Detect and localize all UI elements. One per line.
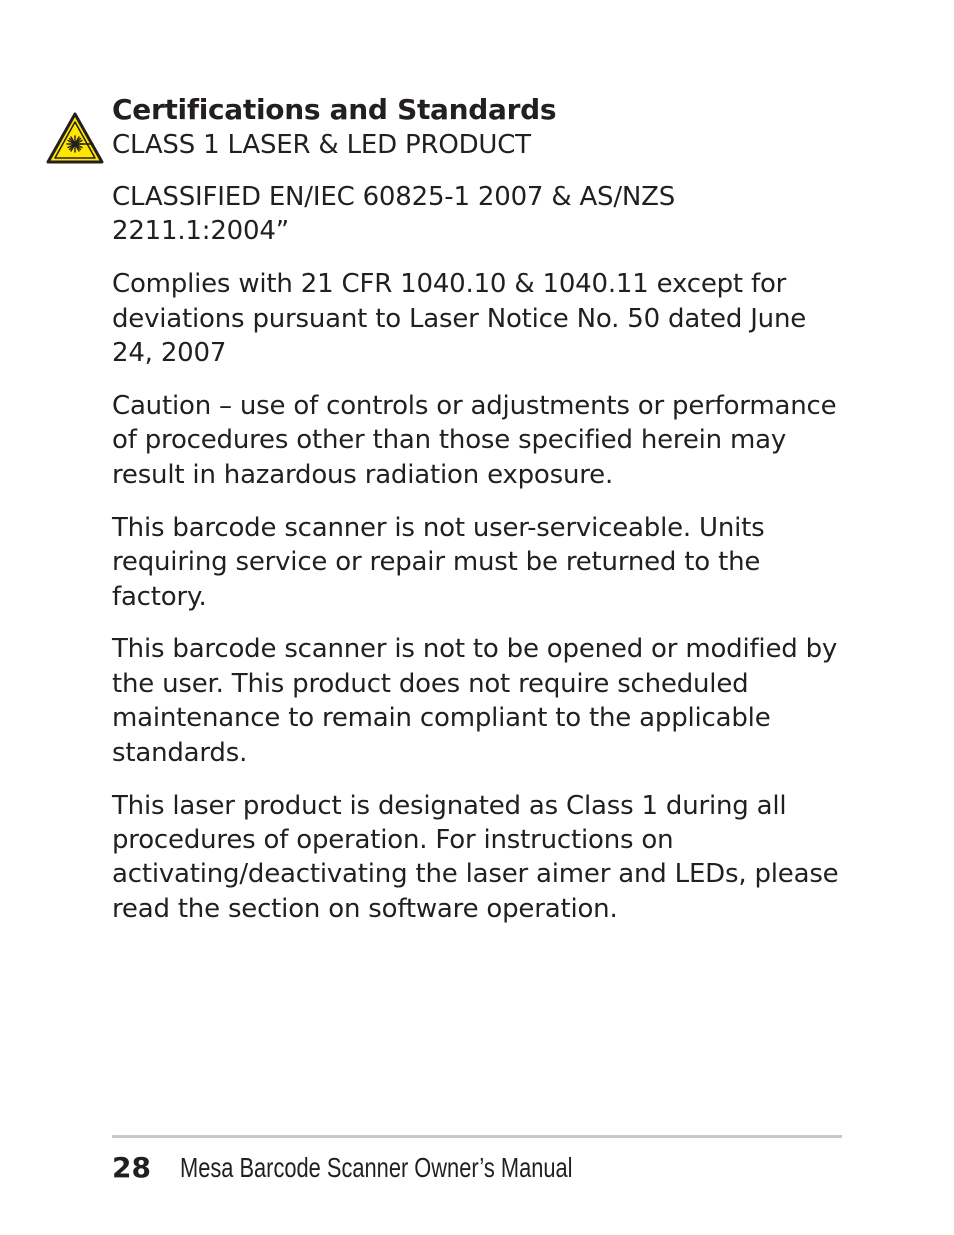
footer-divider — [112, 1135, 842, 1138]
paragraph-compliance: Complies with 21 CFR 1040.10 & 1040.11 except for deviations pursuant to Laser Notice No. 50 dated June 24, 2007 — [112, 269, 807, 369]
laser-warning-icon — [46, 112, 104, 164]
paragraph-caution: Caution – use of controls or adjustments or performance of procedures other than those specified herein may result in hazardous radiation exposure. — [112, 391, 837, 490]
page-number: 28 — [112, 1151, 151, 1184]
paragraph-laser-class: This laser product is designated as Class 1 during all procedures of operation. For instructions on activating/deactivating the laser aimer and LEDs, please read the section on software operation. — [112, 790, 839, 924]
paragraph-classification: CLASSIFIED EN/IEC 60825-1 2007 & AS/NZS 2211.1:2004” — [112, 182, 676, 247]
manual-title: Mesa Barcode Scanner Owner’s Manual — [180, 1152, 573, 1183]
section-subtitle: CLASS 1 LASER & LED PRODUCT — [112, 130, 531, 160]
paragraph-not-modifiable: This barcode scanner is not to be opened or modified by the user. This product does not require scheduled maintenance to remain compliant to the applicable standards. — [112, 634, 838, 768]
section-title: Certifications and Standards — [112, 93, 557, 126]
certifications-section — [112, 92, 847, 945]
paragraph-not-serviceable: This barcode scanner is not user-serviceable. Units requiring service or repair must be returned to the factory. — [112, 512, 765, 612]
